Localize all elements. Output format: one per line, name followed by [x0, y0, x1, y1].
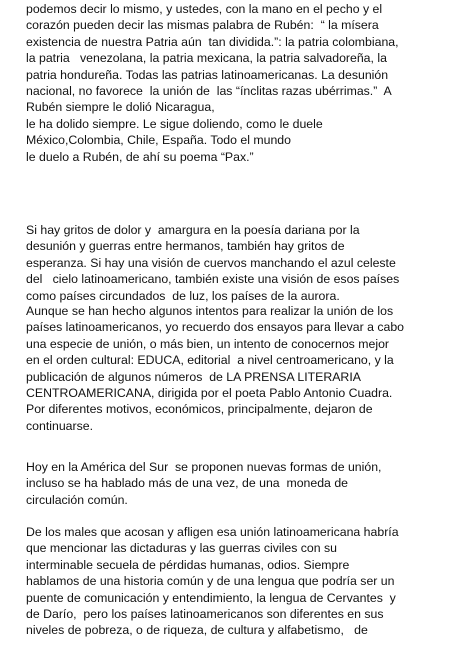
text-line: Aunque se han hecho algunos intentos para realizar la unión de los	[26, 304, 394, 318]
text-line: en el orden cultural: EDUCA, editorial a nivel centroamericano, y la	[26, 353, 394, 368]
paragraph-males-union	[26, 524, 458, 639]
text-line: puente de comunicación y entendimiento, la lengua de Cervantes y	[26, 590, 396, 605]
text-line: la patria venezolana, la patria mexicana, la patria salvadoreña, la	[26, 51, 387, 66]
text-line: publicación de algunos números de LA PRENSA LITERARIA	[26, 369, 361, 384]
paragraph-gritos-esperanza	[26, 222, 458, 304]
text-line: como países circundados de luz, los países de la aurora.	[26, 288, 340, 303]
text-line: interminable secuela de pérdidas humanas, odios. Siempre	[26, 557, 350, 572]
text-line: Por diferentes motivos, económicos, principalmente, dejaron de	[26, 402, 373, 417]
text-line: incluso se ha hablado más de una vez, de una moneda de	[26, 476, 348, 491]
text-line: nacional, no favorece la unión de las “ínclitas razas ubérrimas.” A	[26, 84, 392, 99]
paragraph-ruben-patria	[26, 1, 458, 165]
text-line: México,Colombia, Chile, España. Todo el mundo	[26, 133, 291, 148]
text-line: podemos decir lo mismo, y ustedes, con la mano en el pecho y el	[26, 2, 383, 16]
text-line: patria hondureña. Todas las patrias latinoamericanas. La desunión	[26, 67, 389, 82]
text-line: que mencionar las dictaduras y las guerras civiles con su	[26, 541, 337, 556]
text-line: hablamos de una historia común y de una lengua que podría ser un	[26, 574, 395, 589]
text-line: existencia de nuestra Patria aún tan dividida.”: la patria colombiana,	[26, 34, 399, 49]
text-line: Hoy en la América del Sur se proponen nuevas formas de unión,	[26, 460, 382, 474]
text-line: le duelo a Rubén, de ahí su poema “Pax.”	[26, 149, 254, 164]
paragraph-america-del-sur	[26, 459, 458, 508]
text-line: de Darío, pero los países latinoamericanos son diferentes en sus	[26, 607, 384, 622]
text-line: países latinoamericanos, yo recuerdo dos ensayos para llevar a cabo	[26, 320, 405, 335]
text-line: Si hay gritos de dolor y amargura en la poesía dariana por la	[26, 223, 360, 237]
text-line: le ha dolido siempre. Le sigue doliendo, como le duele	[26, 116, 323, 131]
text-line: CENTROAMERICANA, dirigida por el poeta Pablo Antonio Cuadra.	[26, 386, 393, 401]
text-line: esperanza. Si hay una visión de cuervos manchando el azul celeste	[26, 255, 396, 270]
text-line: desunión y guerras entre hermanos, también hay gritos de	[26, 239, 345, 254]
text-line: niveles de pobreza, o de riqueza, de cultura y alfabetismo, de	[26, 623, 368, 638]
text-line: De los males que acosan y afligen esa unión latinoamericana habría	[26, 525, 399, 539]
text-line: continuarse.	[26, 418, 93, 433]
text-line: una especie de unión, o más bien, un intento de conocernos mejor	[26, 336, 389, 351]
text-line: del cielo latinoamericano, también existe una visión de esos países	[26, 272, 400, 287]
text-line: circulación común.	[26, 492, 128, 507]
text-line: Rubén siempre le dolió Nicaragua,	[26, 100, 215, 115]
text-line: corazón pueden decir las mismas palabra de Rubén: “ la mísera	[26, 18, 379, 33]
paragraph-intentos-union	[26, 303, 458, 434]
